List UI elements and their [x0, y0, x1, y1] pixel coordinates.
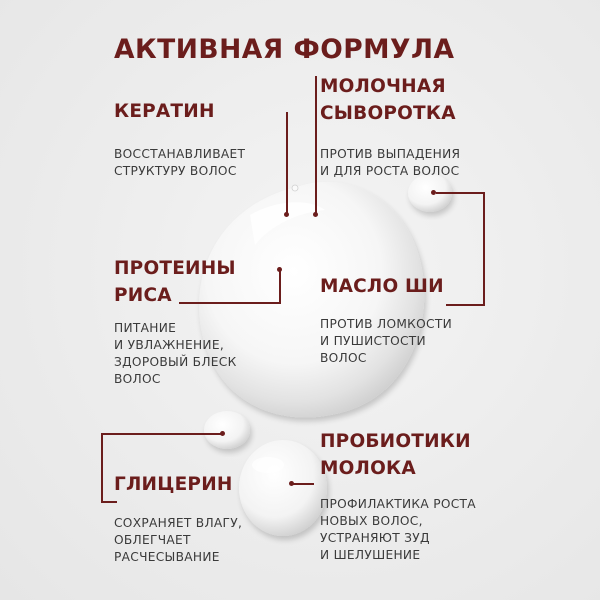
connector-line-rice-protein-v: [279, 270, 281, 304]
ingredient-heading-keratin: КЕРАТИН: [114, 101, 215, 122]
drop-left: [204, 411, 250, 449]
drop-bottom-middle-highlight: [252, 457, 284, 473]
ingredient-desc-keratin: ВОССТАНАВЛИВАЕТ СТРУКТУРУ ВОЛОС: [114, 147, 246, 178]
connector-line-glycerin-v: [101, 433, 103, 503]
connector-dot-glycerin: [220, 431, 225, 436]
connector-line-shea-bottom: [446, 304, 485, 306]
connector-line-keratin: [286, 112, 288, 215]
ingredient-heading-rice-protein: ПРОТЕИНЫ РИСА: [114, 258, 236, 306]
connector-line-glycerin-bottom: [101, 501, 117, 503]
ingredient-desc-milk-probiotics: ПРОФИЛАКТИКА РОСТА НОВЫХ ВОЛОС, УСТРАНЯЮТ ЗУД И ШЕЛУШЕНИЕ: [320, 497, 476, 562]
ingredient-heading-whey: МОЛОЧНАЯ СЫВОРОТКА: [320, 76, 456, 124]
connector-line-glycerin-top: [101, 433, 223, 435]
ingredient-heading-shea-butter: МАСЛО ШИ: [320, 276, 444, 297]
connector-line-rice-protein-h: [179, 302, 280, 304]
ingredient-desc-whey: ПРОТИВ ВЫПАДЕНИЯ И ДЛЯ РОСТА ВОЛОС: [320, 147, 461, 178]
connector-line-shea-side: [483, 192, 485, 305]
ingredient-desc-shea-butter: ПРОТИВ ЛОМКОСТИ И ПУШИСТОСТИ ВОЛОС: [320, 317, 452, 365]
connector-line-whey: [315, 76, 317, 215]
connector-dot-rice-protein: [277, 267, 282, 272]
tiny-bubble: [292, 185, 298, 191]
ingredient-heading-milk-probiotics: ПРОБИОТИКИ МОЛОКА: [320, 431, 471, 479]
ingredient-desc-glycerin: СОХРАНЯЕТ ВЛАГУ, ОБЛЕГЧАЕТ РАСЧЕСЫВАНИЕ: [114, 516, 243, 564]
connector-dot-shea: [431, 190, 436, 195]
connector-line-milk-probiotics: [292, 483, 314, 485]
drop-bottom-middle: [239, 440, 327, 536]
ingredient-heading-glycerin: ГЛИЦЕРИН: [114, 474, 233, 495]
connector-line-shea-top: [436, 192, 484, 194]
connector-dot-whey: [313, 212, 318, 217]
connector-dot-keratin: [284, 212, 289, 217]
ingredient-desc-rice-protein: ПИТАНИЕ И УВЛАЖНЕНИЕ, ЗДОРОВЫЙ БЛЕСК ВОЛОС: [114, 321, 237, 386]
page-title: АКТИВНАЯ ФОРМУЛА: [114, 34, 455, 65]
connector-dot-milk-probiotics: [289, 481, 294, 486]
